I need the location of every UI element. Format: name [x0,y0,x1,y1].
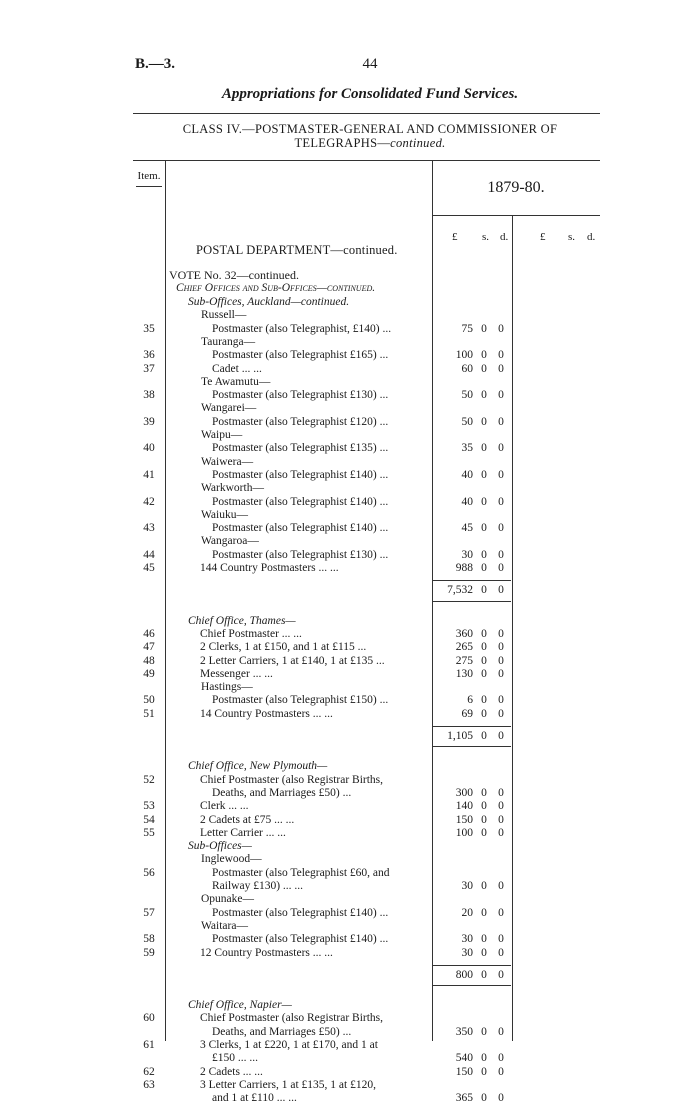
item-number: 56 [143,866,155,879]
item-number: 43 [143,522,155,535]
row-amount-pence: 0 [498,415,504,428]
subtotal-amount-pounds: 800 [455,968,473,981]
row-amount-pence: 0 [498,495,504,508]
row-amount-shillings: 0 [481,1052,487,1065]
row-description: Messenger ... ... [200,667,273,680]
row-amount-pence: 0 [498,641,504,654]
row-description: Railway £130) ... ... [212,880,304,892]
row-amount-pence: 0 [498,322,504,335]
currency-shillings-right: s. [568,231,576,243]
row-amount-pounds: 30 [461,946,473,959]
subtotal-rule [433,965,511,966]
row-description: Hastings— [201,681,253,694]
row-description: Postmaster (also Telegraphist £60, and [212,866,390,879]
row-amount-pounds: 275 [455,654,473,667]
row-amount-pounds: 140 [455,800,473,813]
row-amount-shillings: 0 [481,707,487,720]
row-amount-pence: 0 [498,667,504,680]
item-number: 52 [143,773,155,786]
subtotal-amount-shillings: 0 [481,730,487,742]
row-amount-shillings: 0 [481,654,487,667]
item-number: 47 [143,641,155,654]
year-header-underline [433,215,600,216]
row-amount-pounds: 365 [455,1092,473,1105]
item-number: 54 [143,813,155,826]
item-number: 55 [143,826,155,839]
row-description: Postmaster (also Telegraphist £120) ... [212,415,389,428]
year-header: 1879-80. [487,179,545,196]
row-amount-pounds: 69 [461,707,473,720]
row-amount-shillings: 0 [481,946,487,959]
row-description: Wangaroa— [201,535,259,548]
row-description: 3 Clerks, 1 at £220, 1 at £170, and 1 at [200,1039,378,1051]
row-amount-pounds: 50 [461,415,473,428]
row-amount-shillings: 0 [481,786,487,799]
item-header-underline [136,186,162,187]
class-title [150,122,590,150]
row-amount-pounds: 20 [461,906,473,919]
row-amount-shillings: 0 [481,933,487,946]
row-amount-pence: 0 [498,1065,504,1078]
row-description: Waiuku— [201,508,248,521]
item-number: 35 [143,322,155,335]
row-amount-pence: 0 [498,813,504,826]
subtotal-rule [433,601,511,602]
item-number: 51 [143,707,155,720]
row-amount-pounds: 130 [455,667,473,680]
row-amount-shillings: 0 [481,468,487,481]
row-description: Postmaster (also Telegraphist £165) ... [212,349,389,362]
row-description: Waiwera— [201,455,254,468]
subtotal-amount-pounds: 7,532 [447,584,473,597]
row-amount-pence: 0 [498,880,504,892]
row-amount-pence: 0 [498,654,504,667]
row-amount-shillings: 0 [481,694,487,707]
row-amount-pence: 0 [498,946,504,959]
row-amount-pounds: 45 [461,522,473,535]
page-number: 44 [362,56,378,72]
row-amount-pounds: 60 [461,362,473,375]
row-description: Wangarei— [201,402,257,415]
row-amount-shillings: 0 [481,1065,487,1078]
item-number: 62 [143,1065,155,1078]
item-number: 48 [143,654,155,667]
page-title: Appropriations for Consolidated Fund Services. [221,86,519,102]
row-amount-shillings: 0 [481,522,487,535]
currency-pounds-right: £ [540,231,546,243]
row-description: 3 Letter Carriers, 1 at £135, 1 at £120, [200,1078,376,1091]
row-amount-shillings: 0 [481,880,487,892]
item-number: 40 [143,442,155,455]
currency-shillings-left: s. [482,231,490,243]
header-rule [133,113,600,114]
row-description: 2 Letter Carriers, 1 at £140, 1 at £135 ... [200,654,385,667]
item-number: 38 [143,389,155,402]
row-amount-pounds: 988 [455,562,473,574]
row-amount-pounds: 360 [455,627,473,640]
row-description: 144 Country Postmasters ... ... [200,562,339,574]
row-amount-pounds: 75 [461,322,473,335]
table-top-rule [133,160,600,161]
row-description: Postmaster (also Telegraphist £150) ... [212,694,389,707]
row-amount-pounds: 100 [455,826,473,839]
row-amount-pence: 0 [498,826,504,839]
row-description: Russell— [201,309,247,322]
row-amount-shillings: 0 [481,826,487,839]
class-title-line2: TELEGRAPHS—continued. [294,136,446,150]
row-description: Te Awamutu— [201,375,271,388]
row-amount-pounds: 350 [455,1025,473,1038]
row-amount-pounds: 150 [455,813,473,826]
row-amount-pence: 0 [498,786,504,799]
row-description: 2 Cadets at £75 ... ... [200,813,295,826]
item-number: 45 [143,562,155,574]
row-amount-pence: 0 [498,562,504,574]
row-amount-pounds: 150 [455,1065,473,1078]
row-description: Postmaster (also Telegraphist, £140) ... [212,322,392,335]
row-description: Waitara— [201,919,248,932]
subtotal-amount-shillings: 0 [481,584,487,597]
item-number: 59 [143,946,155,959]
row-description: 2 Clerks, 1 at £150, and 1 at £115 ... [200,641,367,654]
row-description: and 1 at £110 ... ... [212,1092,297,1105]
subtotal-rule [433,580,511,581]
subtotal-rule [433,985,511,986]
row-amount-pence: 0 [498,707,504,720]
row-description: Chief Postmaster ... ... [200,627,302,640]
item-number: 36 [143,349,155,362]
subtotal-rule [433,726,511,727]
item-number: 37 [143,362,155,375]
item-number: 63 [143,1078,155,1091]
row-description: Postmaster (also Telegraphist £130) ... [212,389,389,402]
item-number: 46 [143,627,155,640]
subtotal-amount-pence: 0 [498,968,504,981]
row-subheading: Chief Office, Thames— [188,614,296,627]
row-amount-pence: 0 [498,933,504,946]
row-subheading: Chief Office, Napier— [188,999,292,1012]
item-number: 44 [143,548,155,561]
item-number: 39 [143,415,155,428]
row-description: Postmaster (also Telegraphist £140) ... [212,468,389,481]
row-description: Inglewood— [201,853,262,866]
row-amount-pence: 0 [498,800,504,813]
row-amount-pence: 0 [498,442,504,455]
subtotal-amount-pence: 0 [498,584,504,597]
row-amount-pence: 0 [498,1052,504,1065]
subtotal-amount-shillings: 0 [481,968,487,981]
row-amount-shillings: 0 [481,349,487,362]
row-amount-shillings: 0 [481,548,487,561]
year-subcolumn-divider [512,216,513,1041]
item-column-divider [165,161,166,1041]
row-amount-shillings: 0 [481,389,487,402]
row-description: Letter Carrier ... ... [200,826,286,839]
row-amount-shillings: 0 [481,813,487,826]
row-amount-pence: 0 [498,468,504,481]
row-description: £150 ... ... [212,1052,258,1065]
row-description: 14 Country Postmasters ... ... [200,707,333,720]
currency-pounds-left: £ [452,231,458,243]
row-amount-shillings: 0 [481,906,487,919]
row-description: Waipu— [201,429,243,441]
row-amount-pounds: 35 [461,442,473,455]
row-amount-pence: 0 [498,627,504,640]
row-description: Chief Postmaster (also Registrar Births, [200,773,384,786]
row-description: Postmaster (also Telegraphist £140) ... [212,906,389,919]
subtotal-amount-pence: 0 [498,730,504,742]
row-amount-pence: 0 [498,1092,504,1105]
row-amount-pounds: 300 [455,786,473,799]
row-amount-pence: 0 [498,906,504,919]
row-amount-pence: 0 [498,349,504,362]
document-reference: B.—3. [135,56,176,72]
row-description: Postmaster (also Telegraphist £140) ... [212,522,389,535]
row-amount-shillings: 0 [481,1092,487,1105]
row-description: Clerk ... ... [200,800,249,813]
row-amount-pence: 0 [498,694,504,707]
row-amount-shillings: 0 [481,562,487,574]
class-title-line1: CLASS IV.—POSTMASTER-GENERAL AND COMMISSIONER OF [182,122,558,136]
row-amount-pence: 0 [498,389,504,402]
row-subheading: Sub-Offices— [188,840,252,853]
row-amount-pounds: 30 [461,880,473,892]
row-subheading: Chief Office, New Plymouth— [188,760,328,773]
row-description: Opunake— [201,893,255,906]
row-amount-shillings: 0 [481,415,487,428]
row-amount-pounds: 6 [467,694,473,707]
row-description: Postmaster (also Telegraphist £130) ... [212,548,389,561]
row-amount-shillings: 0 [481,362,487,375]
item-number: 60 [143,1012,155,1025]
row-amount-shillings: 0 [481,442,487,455]
row-amount-shillings: 0 [481,627,487,640]
row-amount-pounds: 40 [461,468,473,481]
chief-offices-heading: Chief Offices and Sub-Offices—continued. [176,282,376,294]
row-amount-pence: 0 [498,548,504,561]
row-description: 12 Country Postmasters ... ... [200,946,333,959]
row-amount-pence: 0 [498,362,504,375]
row-amount-shillings: 0 [481,800,487,813]
row-description: 2 Cadets ... ... [200,1065,263,1078]
row-amount-pounds: 100 [455,349,473,362]
vote-heading: VOTE No. 32—continued. [169,268,299,282]
row-description: Chief Postmaster (also Registrar Births, [200,1012,384,1025]
item-number: 53 [143,800,155,813]
item-number: 61 [143,1039,155,1051]
row-amount-pounds: 265 [455,641,473,654]
item-number: 42 [143,495,155,508]
row-amount-shillings: 0 [481,495,487,508]
section-title: POSTAL DEPARTMENT—continued. [196,243,398,257]
row-amount-pounds: 40 [461,495,473,508]
row-description: Postmaster (also Telegraphist £140) ... [212,933,389,946]
row-description: Postmaster (also Telegraphist £135) ... [212,442,389,455]
item-number: 50 [143,694,155,707]
row-amount-shillings: 0 [481,641,487,654]
row-amount-pence: 0 [498,1025,504,1038]
currency-pence-left: d. [500,231,509,243]
item-number: 57 [143,906,155,919]
row-amount-shillings: 0 [481,1025,487,1038]
row-amount-shillings: 0 [481,667,487,680]
row-description: Warkworth— [201,482,264,495]
subtotal-amount-pounds: 1,105 [447,730,473,742]
row-amount-pounds: 50 [461,389,473,402]
row-amount-pounds: 30 [461,933,473,946]
item-number: 58 [143,933,155,946]
row-description: Deaths, and Marriages £50) ... [212,786,352,799]
item-number: 49 [143,667,155,680]
row-subheading: Sub-Offices, Auckland—continued. [188,296,350,308]
row-description: Deaths, and Marriages £50) ... [212,1025,352,1038]
row-amount-shillings: 0 [481,322,487,335]
row-description: Postmaster (also Telegraphist £140) ... [212,495,389,508]
item-column-header: Item. [137,170,161,182]
row-description: Cadet ... ... [212,362,262,375]
subtotal-rule [433,746,511,747]
row-amount-pounds: 30 [461,548,473,561]
row-amount-pounds: 540 [455,1052,473,1065]
row-amount-pence: 0 [498,522,504,535]
row-description: Tauranga— [201,335,256,348]
item-number: 41 [143,468,155,481]
currency-pence-right: d. [587,231,596,243]
